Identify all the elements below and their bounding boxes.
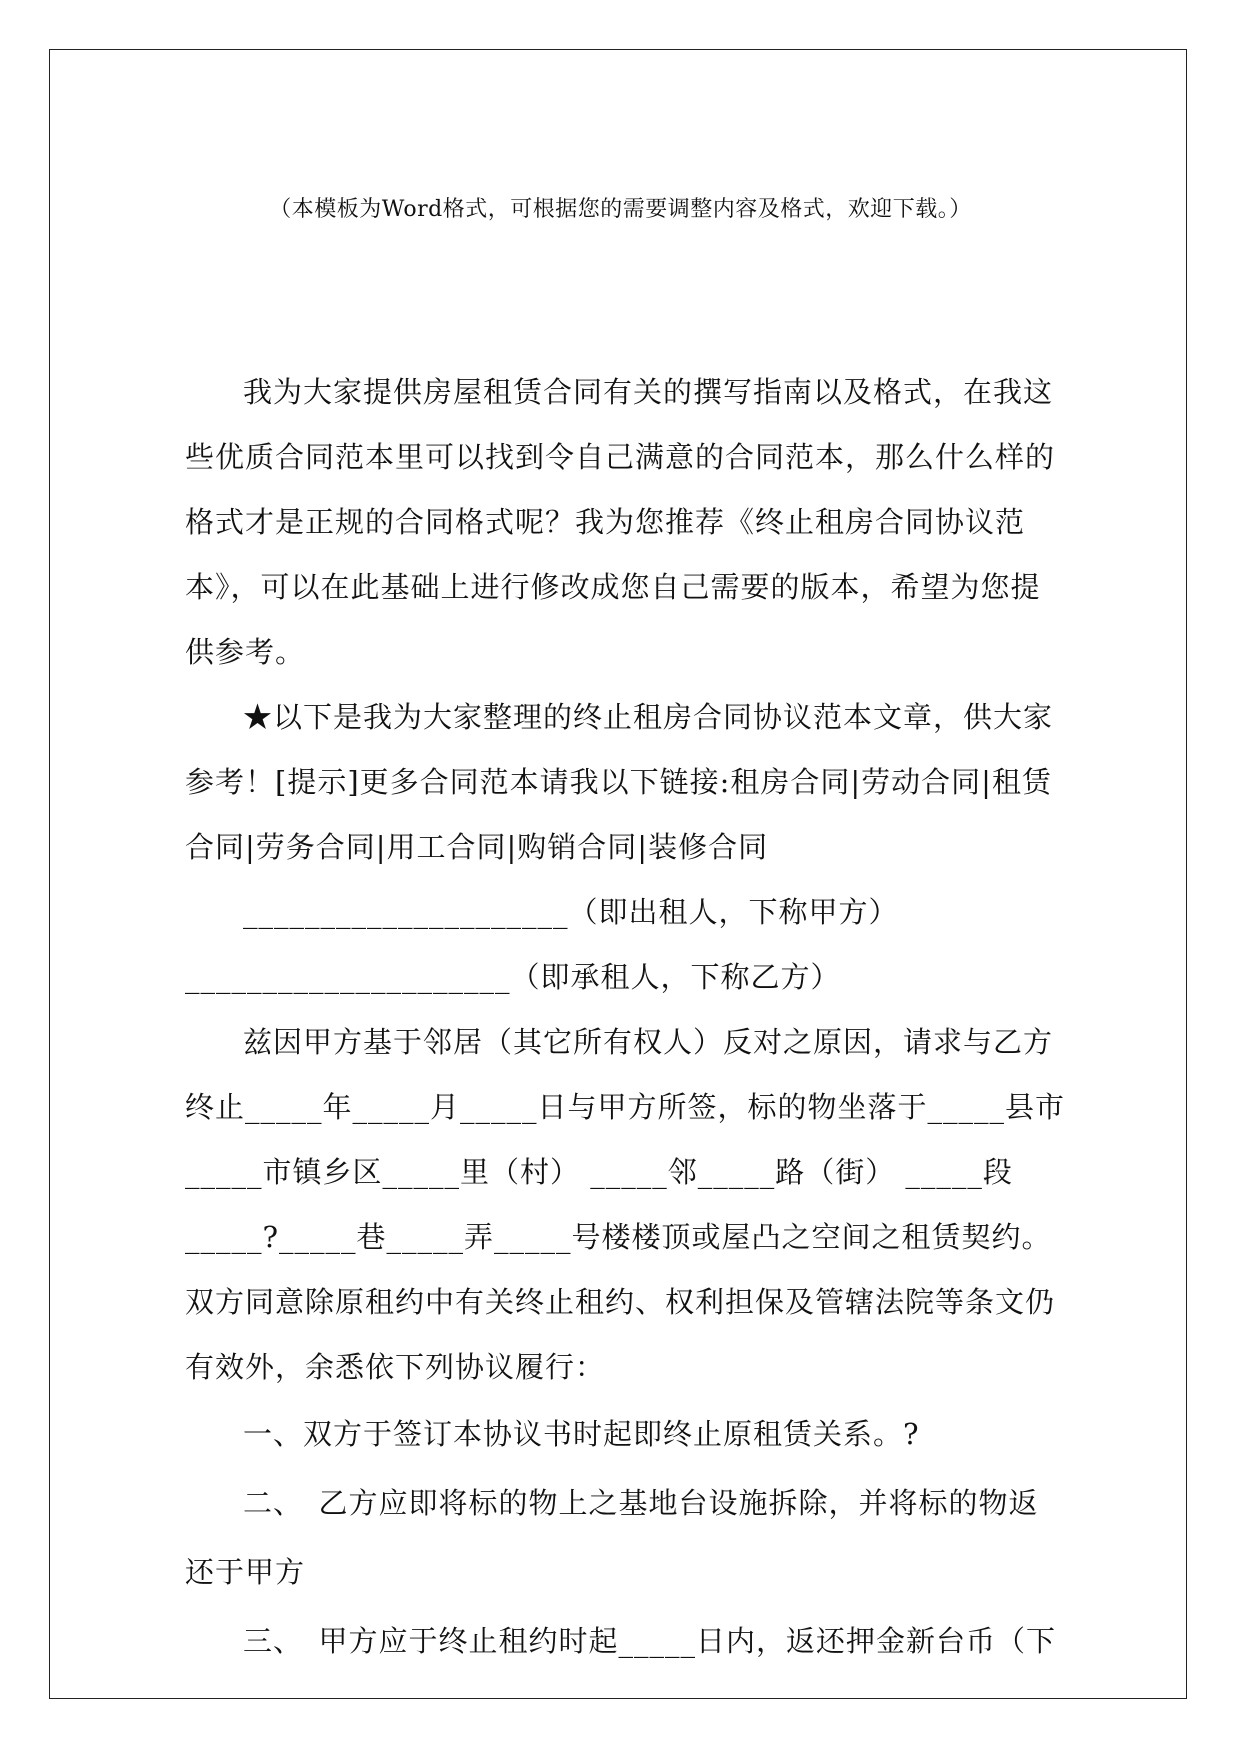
paragraph-party-a: _____________________（即出租人，下称甲方） (243, 895, 899, 929)
document-body (185, 360, 1065, 1676)
clause-1: 一、双方于签订本协议书时起即终止原租赁关系。? (243, 1417, 920, 1451)
paragraph-links: ★以下是我为大家整理的终止租房合同协议范本文章，供大家参考！[提示]更多合同范本请我以下链接:租房合同|劳动合同|租赁合同|劳务合同|用工合同|购销合同|装修合同 (185, 700, 1054, 864)
clause-2: 二、 乙方应即将标的物上之基地台设施拆除，并将标的物返还于甲方 (185, 1486, 1039, 1589)
paragraph-intro: 我为大家提供房屋租赁合同有关的撰写指南以及格式，在我这些优质合同范本里可以找到令自己满意的合同范本，那么什么样的格式才是正规的合同格式呢？我为您推荐《终止租房合同协议范本》，可以在此基础上进行修改成您自己需要的版本，希望为您提供参考。 (185, 375, 1056, 669)
template-note: （本模板为Word格式，可根据您的需要调整内容及格式，欢迎下载。） (269, 197, 972, 222)
paragraph-party-b: _____________________（即承租人，下称乙方） (185, 960, 841, 994)
paragraph-preamble: 兹因甲方基于邻居（其它所有权人）反对之原因，请求与乙方终止_____年_____月_____日与甲方所签，标的物坐落于_____县市_____市镇乡区_____里（村） _____邻_____路（街） _____段_____?_____巷_____弄_____号楼楼顶或屋凸之空间之租赁契约。双方同意除原租约中有关终止租约、权利担保及管辖法院等条文仍有效外，余悉依下列协议履行： (185, 1025, 1066, 1384)
clause-3: 三、 甲方应于终止租约时起_____日内，返还押金新台币（下 (243, 1624, 1057, 1658)
